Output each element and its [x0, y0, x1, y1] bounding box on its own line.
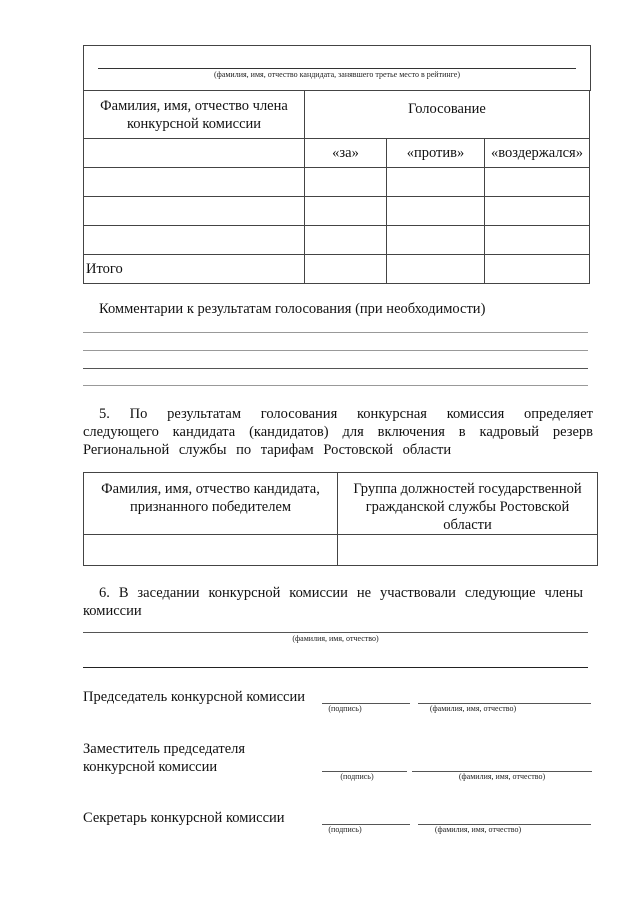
table-cell[interactable] [84, 226, 305, 255]
table-row [84, 226, 590, 255]
section-5-text: 5. По результатам голосования конкурсная комиссия определяет следующего кандидата (кандидатов) для включения в кадровый резерв Региональной службы по тарифам Ростовской области [83, 406, 593, 458]
deputy-name-caption: (фамилия, имя, отчество) [458, 772, 546, 781]
chair-name-caption: (фамилия, имя, отчество) [429, 704, 517, 713]
voting-table [83, 90, 590, 284]
secretary-signature-caption: (подпись) [328, 825, 362, 834]
deputy-label-line2: конкурсной комиссии [83, 759, 218, 775]
member-header-empty [84, 139, 305, 168]
deputy-signature-caption: (подпись) [340, 772, 374, 781]
table-cell[interactable] [84, 168, 305, 197]
table-cell[interactable] [485, 168, 590, 197]
total-for[interactable] [305, 255, 387, 284]
absent-members-line[interactable] [83, 632, 588, 633]
absent-members-line-2[interactable] [83, 667, 588, 668]
col-against: «против» [387, 139, 485, 168]
total-row [84, 255, 590, 284]
winner-name-header: Фамилия, имя, отчество кандидата, признанного победителем [84, 473, 338, 535]
comment-line[interactable] [83, 332, 588, 333]
comment-line[interactable] [83, 368, 588, 369]
col-abstained: «воздержался» [485, 139, 590, 168]
comment-line[interactable] [83, 350, 588, 351]
section-6-text: 6. В заседании конкурсной комиссии не участвовали следующие члены комиссии [83, 585, 583, 619]
comments-label: Комментарии к результатам голосования (при необходимости) [99, 301, 486, 317]
table-cell[interactable] [338, 535, 598, 566]
member-header: Фамилия, имя, отчество члена конкурсной комиссии [84, 91, 305, 139]
secretary-name-caption: (фамилия, имя, отчество) [434, 825, 522, 834]
candidate-name-line [98, 68, 576, 69]
chair-signature-caption: (подпись) [328, 704, 362, 713]
table-cell[interactable] [485, 226, 590, 255]
table-cell[interactable] [387, 197, 485, 226]
table-cell[interactable] [387, 168, 485, 197]
table-cell[interactable] [305, 226, 387, 255]
position-group-header: Группа должностей государственной гражданской службы Ростовской области [338, 473, 598, 535]
absent-members-caption: (фамилия, имя, отчество) [292, 634, 379, 643]
chair-label: Председатель конкурсной комиссии [83, 689, 305, 705]
comment-line[interactable] [83, 385, 588, 386]
table-row [84, 168, 590, 197]
secretary-label: Секретарь конкурсной комиссии [83, 810, 285, 826]
voting-header: Голосование [305, 91, 590, 139]
table-cell[interactable] [305, 168, 387, 197]
winner-table [83, 472, 598, 566]
table-cell[interactable] [387, 226, 485, 255]
deputy-label-line1: Заместитель председателя [83, 741, 246, 757]
total-abstained[interactable] [485, 255, 590, 284]
col-for: «за» [305, 139, 387, 168]
table-cell[interactable] [485, 197, 590, 226]
total-against[interactable] [387, 255, 485, 284]
candidate-caption: (фамилия, имя, отчество кандидата, занявшего третье место в рейтинге) [213, 70, 461, 79]
candidate-box [83, 45, 591, 91]
table-row [84, 535, 598, 566]
table-row [84, 197, 590, 226]
table-cell[interactable] [305, 197, 387, 226]
table-cell[interactable] [84, 535, 338, 566]
table-cell[interactable] [84, 197, 305, 226]
total-label: Итого [84, 255, 305, 284]
